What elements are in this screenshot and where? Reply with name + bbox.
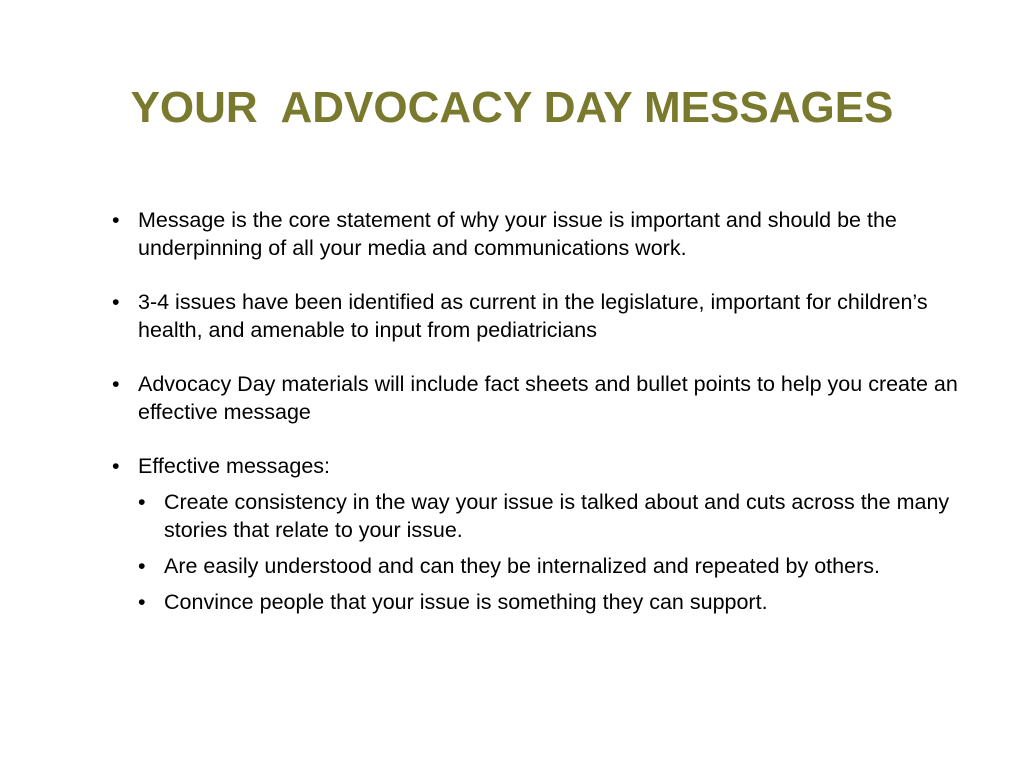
slide-title: YOUR ADVOCACY DAY MESSAGES <box>130 83 894 132</box>
bullet-text: 3-4 issues have been identified as current in the legislature, important for children’s health, and amenable to input from pediatricians <box>138 290 928 342</box>
bullet-item <box>112 452 982 480</box>
sub-bullet-item <box>138 588 982 616</box>
bullet-marker: • <box>138 590 146 614</box>
bullet-marker: • <box>138 554 146 578</box>
bullet-marker: • <box>112 372 120 396</box>
bullet-marker: • <box>112 290 120 314</box>
slide-body <box>112 206 982 624</box>
bullet-marker: • <box>112 454 120 478</box>
bullet-marker: • <box>138 490 146 514</box>
bullet-item <box>112 370 982 426</box>
bullet-marker: • <box>112 208 120 232</box>
sub-bullet-item <box>138 488 982 544</box>
bullet-text: Advocacy Day materials will include fact sheets and bullet points to help you create an effective message <box>138 372 958 424</box>
sub-bullet-text: Are easily understood and can they be internalized and repeated by others. <box>164 554 880 578</box>
bullet-item <box>112 288 982 344</box>
sub-bullet-item <box>138 552 982 580</box>
bullet-text: Effective messages: <box>138 454 330 478</box>
sub-bullet-text: Convince people that your issue is something they can support. <box>164 590 768 614</box>
sub-bullet-text: Create consistency in the way your issue is talked about and cuts across the many stories that relate to your issue. <box>164 490 950 542</box>
bullet-item <box>112 206 982 262</box>
bullet-text: Message is the core statement of why your issue is important and should be the underpinning of all your media and communications work. <box>138 208 897 260</box>
